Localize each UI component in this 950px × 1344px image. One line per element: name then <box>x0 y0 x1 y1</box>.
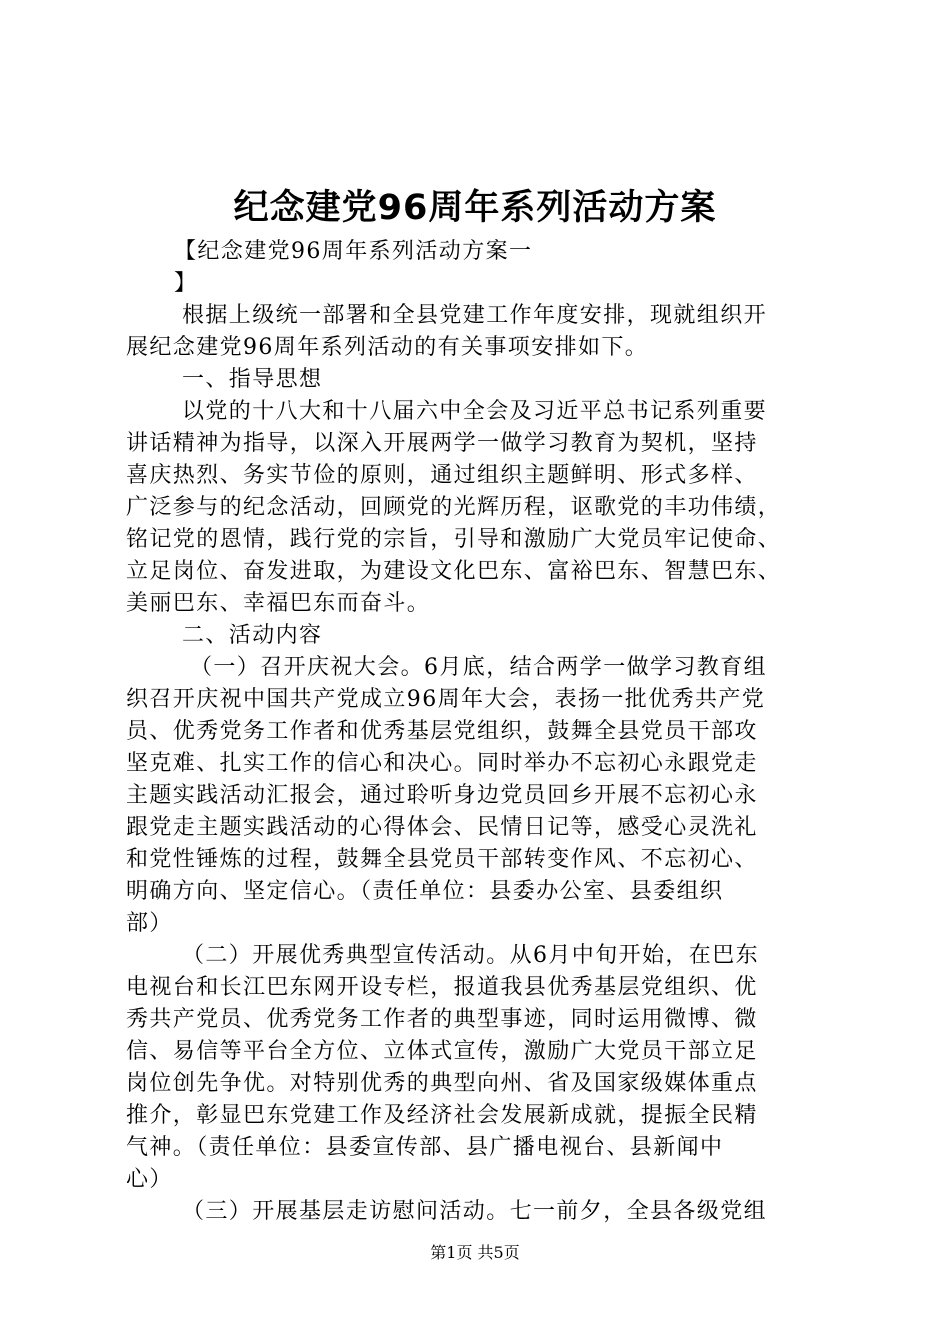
page-footer: 第1页 共5页 <box>430 1243 520 1262</box>
document-title: 纪念建党96周年系列活动方案 <box>233 188 717 228</box>
text-line: 跟党走主题实践活动的心得体会、民情日记等，感受心灵洗礼 <box>126 815 758 840</box>
text-line: 立足岗位、奋发进取，为建设文化巴东、富裕巴东、智慧巴东、 <box>126 559 782 584</box>
text-line: 信、易信等平台全方位、立体式宣传，激励广大党员干部立足 <box>126 1039 758 1064</box>
text-line: 电视台和长江巴东网开设专栏，报道我县优秀基层党组织、优 <box>126 975 758 1000</box>
text-line: 推介，彰显巴东党建工作及经济社会发展新成就，提振全民精 <box>126 1103 758 1128</box>
text-line: 展纪念建党96周年系列活动的有关事项安排如下。 <box>126 335 649 360</box>
text-line: 广泛参与的纪念活动，回顾党的光辉历程，讴歌党的丰功伟绩， <box>126 495 782 520</box>
text-line: （一）召开庆祝大会。6月底，结合两学一做学习教育组 <box>190 655 767 680</box>
text-line: 坚克难、扎实工作的信心和决心。同时举办不忘初心永跟党走 <box>126 751 758 776</box>
text-line: 明确方向、坚定信心。（责任单位：县委办公室、县委组织 <box>126 879 724 904</box>
text-line: 一、指导思想 <box>182 367 323 392</box>
text-line: 气神。（责任单位：县委宣传部、县广播电视台、县新闻中 <box>126 1135 724 1160</box>
text-line: 主题实践活动汇报会，通过聆听身边党员回乡开展不忘初心永 <box>126 783 758 808</box>
text-line: 织召开庆祝中国共产党成立96周年大会，表扬一批优秀共产党 <box>126 687 766 712</box>
text-line: 根据上级统一部署和全县党建工作年度安排，现就组织开 <box>182 303 768 328</box>
text-line: 以党的十八大和十八届六中全会及习近平总书记系列重要 <box>182 399 768 424</box>
text-line: 岗位创先争优。对特别优秀的典型向州、省及国家级媒体重点 <box>126 1071 758 1096</box>
text-line: 美丽巴东、幸福巴东而奋斗。 <box>126 591 431 616</box>
text-line: 铭记党的恩情，践行党的宗旨，引导和激励广大党员牢记使命、 <box>126 527 782 552</box>
text-line: 二、活动内容 <box>182 623 323 648</box>
text-line: 】 <box>174 271 198 296</box>
text-line: 员、优秀党务工作者和优秀基层党组织，鼓舞全县党员干部攻 <box>126 719 758 744</box>
text-line: 部） <box>126 911 173 936</box>
text-line: 和党性锤炼的过程，鼓舞全县党员干部转变作风、不忘初心、 <box>126 847 758 872</box>
text-line: 心） <box>126 1167 173 1192</box>
text-line: 喜庆热烈、务实节俭的原则，通过组织主题鲜明、形式多样、 <box>126 463 758 488</box>
text-line: 讲话精神为指导，以深入开展两学一做学习教育为契机，坚持 <box>126 431 758 456</box>
text-line: 秀共产党员、优秀党务工作者的典型事迹，同时运用微博、微 <box>126 1007 758 1032</box>
text-line: 【纪念建党96周年系列活动方案一 <box>174 239 533 264</box>
text-line: （二）开展优秀典型宣传活动。从6月中旬开始，在巴东 <box>182 943 759 968</box>
document-body <box>126 236 836 1228</box>
text-line: （三）开展基层走访慰问活动。七一前夕，全县各级党组 <box>182 1199 768 1224</box>
